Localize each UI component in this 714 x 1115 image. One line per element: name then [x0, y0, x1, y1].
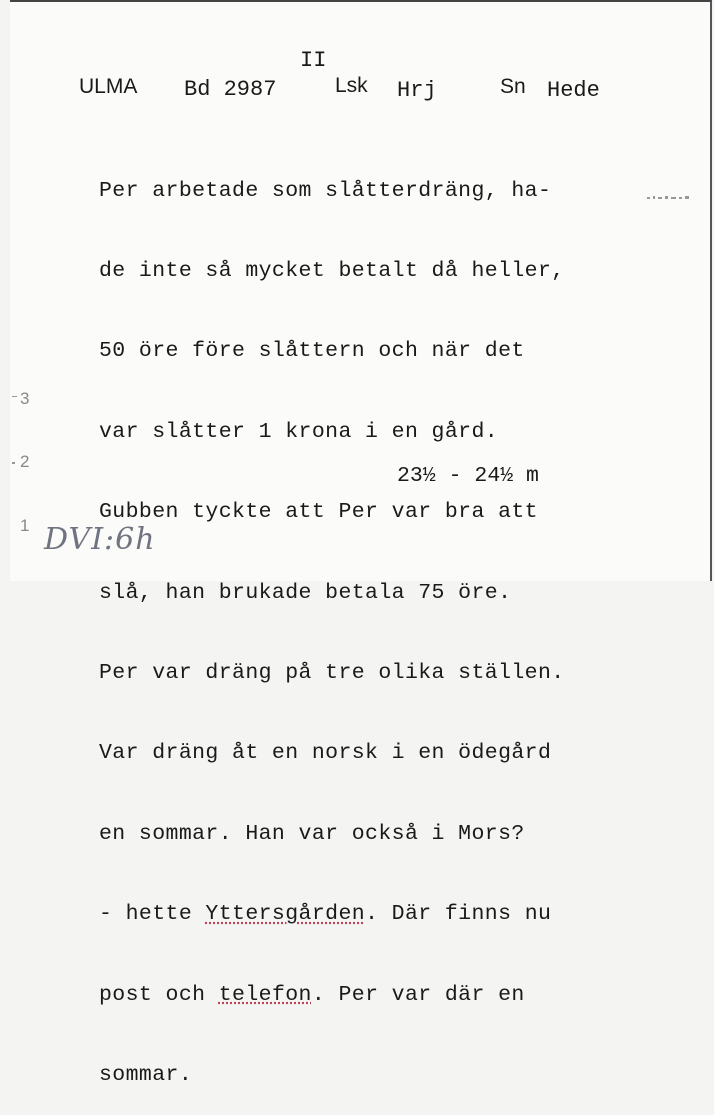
sn-label: Sn: [500, 75, 526, 98]
text-line: Var dräng åt en norsk i en ödegård: [99, 741, 552, 766]
text-line: [99, 982, 565, 1009]
text-line: [99, 901, 565, 928]
text-line: Gubben tyckte att Per var bra att: [99, 500, 538, 525]
underlined-place-name: Yttersgården: [205, 902, 366, 927]
handwritten-shelfmark: DVI:6h: [44, 522, 156, 557]
text-line: slå, han brukade betala 75 öre.: [99, 580, 512, 605]
underlined-word: telefon: [218, 982, 312, 1007]
county-code: Hrj: [397, 78, 437, 103]
text-line: var slåtter 1 krona i en gård.: [99, 419, 499, 444]
margin-number-2: 2: [20, 452, 30, 471]
parish-name: Hede: [547, 78, 600, 103]
margin-number-1: 1: [20, 516, 30, 535]
text-segment: . Där finns nu: [365, 902, 552, 927]
text-line: de inte så mycket betalt då heller,: [99, 258, 565, 283]
text-line: Per arbetade som slåtterdräng, ha-: [99, 178, 552, 203]
text-line: Per var dräng på tre olika ställen.: [99, 660, 565, 685]
volume-number: Bd 2987: [184, 77, 277, 102]
text-line: en sommar. Han var också i Mors?: [99, 821, 525, 846]
text-segment: . Per var där en: [311, 982, 525, 1007]
roman-numeral: II: [300, 48, 327, 73]
margin-tick: [12, 396, 17, 397]
record-text: [99, 124, 565, 1115]
margin-number-3: 3: [20, 389, 30, 408]
text-segment: - hette: [99, 902, 206, 927]
lsk-label: Lsk: [335, 74, 368, 97]
text-line: sommar.: [99, 1062, 193, 1087]
archive-code: ULMA: [79, 75, 138, 98]
text-segment: post och: [99, 982, 219, 1007]
margin-tick: [12, 462, 15, 464]
text-line: 50 öre före slåttern och när det: [99, 339, 525, 364]
measurement-note: 23½ - 24½ m: [397, 464, 539, 488]
ink-smudge: [647, 195, 693, 201]
